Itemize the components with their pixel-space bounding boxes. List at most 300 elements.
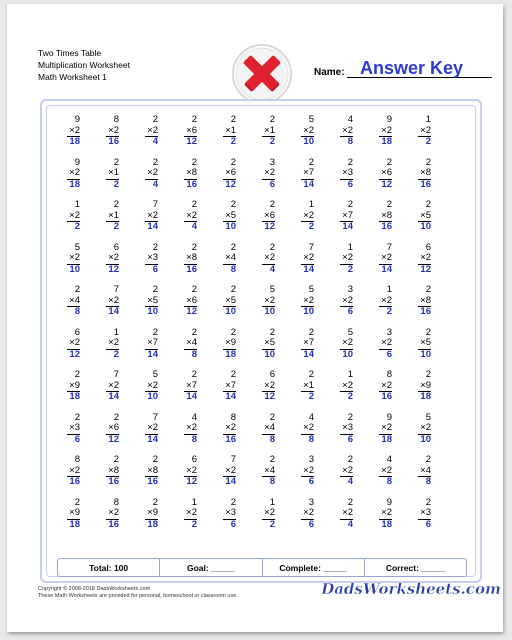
- problem-multiplicand: 5: [74, 241, 80, 253]
- problem-multiplicand: 2: [269, 454, 275, 465]
- problem-answer: 14: [225, 391, 236, 402]
- problem-multiplicand: 2: [230, 326, 236, 338]
- problem-multiplicand: 2: [113, 199, 119, 210]
- problem-answer: 12: [381, 178, 392, 190]
- problem-item: [287, 200, 326, 243]
- problem-multiplicand: 1: [347, 369, 353, 380]
- problem-answer: 8: [425, 476, 431, 487]
- title-line-3: Math Worksheet 1: [38, 72, 107, 82]
- problem-item: [326, 455, 365, 498]
- problem-multiplier: ×2: [147, 124, 158, 136]
- problem-multiplier: ×2: [69, 337, 80, 348]
- problem-multiplicand: 2: [152, 454, 158, 465]
- problem-multiplicand: 2: [113, 156, 119, 168]
- problem-multiplicand: 6: [74, 326, 80, 338]
- problem-multiplier: ×4: [420, 464, 431, 476]
- problem-item: [404, 243, 443, 286]
- problem-answer: 8: [269, 476, 275, 487]
- problem-multiplicand: 7: [386, 241, 392, 253]
- title-line-1: Two Times Table: [38, 48, 102, 58]
- problem-item: [92, 328, 131, 371]
- problem-answer: 2: [269, 518, 275, 530]
- problem-answer: 16: [381, 391, 392, 402]
- problem-multiplier: ×1: [108, 167, 119, 178]
- problem-item: [131, 243, 170, 286]
- problem-item: [365, 115, 404, 158]
- problem-answer: 2: [308, 391, 314, 402]
- problem-multiplicand: 7: [113, 369, 119, 380]
- problem-multiplier: ×4: [69, 294, 80, 306]
- name-field: [314, 58, 492, 80]
- problem-multiplier: ×2: [108, 337, 119, 348]
- problem-multiplier: ×2: [147, 167, 158, 178]
- problem-multiplier: ×5: [420, 209, 431, 221]
- problem-multiplier: ×2: [264, 379, 275, 391]
- problem-answer: 18: [69, 136, 80, 147]
- problem-item: [53, 370, 92, 413]
- problem-answer: 18: [69, 391, 80, 402]
- problem-multiplier: ×9: [69, 379, 80, 391]
- problem-multiplier: ×2: [303, 209, 314, 221]
- problem-multiplier: ×2: [147, 209, 158, 221]
- problem-multiplier: ×2: [420, 124, 431, 136]
- problem-item: [53, 328, 92, 371]
- problem-answer: 2: [269, 136, 275, 147]
- problem-item: [170, 370, 209, 413]
- problem-multiplicand: 9: [386, 114, 392, 125]
- problem-item: [365, 328, 404, 371]
- problem-item: [287, 455, 326, 498]
- problem-multiplier: ×9: [225, 337, 236, 348]
- problem-item: [209, 498, 248, 541]
- problem-item: [248, 285, 287, 328]
- problem-multiplier: ×2: [108, 124, 119, 136]
- problem-multiplicand: 5: [425, 411, 431, 423]
- problem-multiplicand: 9: [74, 156, 80, 168]
- problem-multiplier: ×9: [420, 379, 431, 391]
- problem-multiplicand: 4: [347, 114, 353, 125]
- problem-answer: 14: [342, 221, 353, 232]
- problem-multiplier: ×8: [420, 294, 431, 306]
- problem-answer: 8: [386, 476, 392, 487]
- problem-item: [365, 370, 404, 413]
- problem-answer: 6: [347, 178, 353, 190]
- problem-answer: 8: [308, 433, 314, 445]
- problem-multiplier: ×2: [381, 252, 392, 263]
- score-bar: [57, 558, 467, 577]
- problem-answer: 6: [347, 306, 353, 317]
- problem-multiplier: ×6: [186, 124, 197, 136]
- problem-multiplier: ×2: [420, 252, 431, 263]
- problem-multiplier: ×2: [108, 379, 119, 391]
- problem-multiplier: ×8: [186, 167, 197, 178]
- problem-item: [326, 285, 365, 328]
- problem-multiplicand: 2: [308, 369, 314, 380]
- problem-multiplicand: 5: [308, 114, 314, 125]
- problem-item: [92, 200, 131, 243]
- problem-multiplicand: 2: [152, 284, 158, 295]
- problem-item: [365, 498, 404, 541]
- problem-item: [365, 413, 404, 456]
- problem-item: [326, 200, 365, 243]
- problem-multiplier: ×2: [264, 167, 275, 178]
- problem-multiplicand: 1: [113, 326, 119, 338]
- problem-multiplicand: 2: [308, 326, 314, 338]
- problem-multiplier: ×2: [342, 464, 353, 476]
- problem-multiplicand: 2: [74, 411, 80, 423]
- problem-answer: 6: [74, 433, 80, 445]
- problem-multiplicand: 2: [425, 284, 431, 295]
- problem-multiplicand: 5: [152, 369, 158, 380]
- problem-multiplicand: 2: [425, 454, 431, 465]
- problem-answer: 10: [303, 306, 314, 317]
- problem-multiplier: ×6: [186, 294, 197, 306]
- problem-item: [404, 328, 443, 371]
- problem-multiplier: ×2: [303, 464, 314, 476]
- problem-item: [170, 200, 209, 243]
- problem-multiplier: ×7: [225, 379, 236, 391]
- problem-answer: 8: [269, 433, 275, 445]
- problem-multiplier: ×2: [147, 379, 158, 391]
- problem-multiplicand: 2: [74, 284, 80, 295]
- problem-item: [92, 370, 131, 413]
- problem-multiplicand: 2: [191, 369, 197, 380]
- problem-multiplier: ×2: [303, 507, 314, 518]
- problem-multiplicand: 2: [269, 411, 275, 423]
- problem-multiplier: ×8: [420, 167, 431, 178]
- problem-multiplicand: 2: [269, 114, 275, 125]
- name-label: Name:: [314, 67, 345, 78]
- problem-multiplicand: 3: [308, 496, 314, 508]
- problem-item: [131, 115, 170, 158]
- problem-multiplicand: 1: [425, 114, 431, 125]
- problems-grid: [42, 115, 483, 540]
- problem-answer: 14: [225, 476, 236, 487]
- problem-answer: 4: [152, 178, 158, 190]
- problem-multiplicand: 2: [191, 284, 197, 295]
- problem-item: [326, 370, 365, 413]
- problem-multiplicand: 1: [74, 199, 80, 210]
- problem-multiplier: ×5: [264, 337, 275, 348]
- problem-item: [248, 498, 287, 541]
- problem-item: [248, 158, 287, 201]
- problem-multiplier: ×5: [225, 294, 236, 306]
- problem-multiplicand: 8: [113, 114, 119, 125]
- problem-multiplicand: 2: [230, 369, 236, 380]
- dadsworksheets-logo: [321, 577, 501, 599]
- problem-multiplier: ×2: [264, 507, 275, 518]
- problem-multiplier: ×3: [342, 422, 353, 433]
- problem-answer: 4: [347, 476, 353, 487]
- problem-answer: 16: [381, 221, 392, 232]
- problem-multiplicand: 8: [230, 411, 236, 423]
- problem-answer: 16: [108, 136, 119, 147]
- problem-item: [365, 455, 404, 498]
- problem-item: [131, 455, 170, 498]
- problem-answer: 12: [69, 348, 80, 360]
- problem-multiplier: ×3: [342, 167, 353, 178]
- problem-answer: 18: [147, 518, 158, 530]
- problem-item: [287, 498, 326, 541]
- problem-answer: 16: [420, 178, 431, 190]
- problem-multiplier: ×7: [342, 209, 353, 221]
- problem-item: [53, 455, 92, 498]
- problem-item: [53, 158, 92, 201]
- problem-answer: 12: [186, 476, 197, 487]
- problem-item: [131, 158, 170, 201]
- problem-answer: 14: [147, 433, 158, 445]
- problem-multiplier: ×2: [381, 422, 392, 433]
- problem-answer: 2: [386, 306, 392, 317]
- problem-multiplier: ×2: [264, 252, 275, 263]
- footer-text: [38, 586, 238, 600]
- problem-answer: 10: [420, 433, 431, 445]
- problem-answer: 18: [69, 518, 80, 530]
- problem-multiplicand: 2: [425, 199, 431, 210]
- problem-multiplier: ×2: [69, 209, 80, 221]
- problem-multiplier: ×2: [186, 209, 197, 221]
- problem-answer: 6: [386, 348, 392, 360]
- problem-multiplicand: 8: [74, 454, 80, 465]
- problem-item: [404, 115, 443, 158]
- problem-answer: 10: [264, 306, 275, 317]
- problem-answer: 14: [108, 391, 119, 402]
- problem-answer: 18: [381, 136, 392, 147]
- problem-multiplicand: 2: [230, 114, 236, 125]
- problem-multiplicand: 2: [74, 369, 80, 380]
- problem-item: [170, 328, 209, 371]
- problem-item: [404, 413, 443, 456]
- problem-item: [365, 200, 404, 243]
- problem-answer: 8: [191, 348, 197, 360]
- problem-answer: 6: [308, 476, 314, 487]
- problem-multiplier: ×2: [186, 464, 197, 476]
- problem-item: [92, 285, 131, 328]
- problem-multiplicand: 2: [152, 114, 158, 125]
- problem-answer: 8: [191, 433, 197, 445]
- problem-item: [53, 115, 92, 158]
- problem-item: [209, 158, 248, 201]
- problem-item: [209, 285, 248, 328]
- problem-item: [170, 158, 209, 201]
- problem-multiplicand: 6: [269, 369, 275, 380]
- problem-answer: 2: [308, 221, 314, 232]
- problem-multiplier: ×1: [225, 124, 236, 136]
- problem-item: [131, 285, 170, 328]
- problem-multiplier: ×3: [420, 507, 431, 518]
- problem-multiplier: ×2: [342, 379, 353, 391]
- problem-multiplicand: 2: [386, 156, 392, 168]
- problem-multiplicand: 2: [347, 496, 353, 508]
- problem-answer: 10: [342, 348, 353, 360]
- problem-multiplier: ×3: [69, 422, 80, 433]
- problem-multiplier: ×2: [303, 252, 314, 263]
- problem-item: [326, 158, 365, 201]
- complete-cell: Complete: _____: [263, 559, 365, 576]
- problem-multiplicand: 3: [269, 156, 275, 168]
- problem-multiplicand: 2: [347, 199, 353, 210]
- problem-answer: 10: [303, 136, 314, 147]
- problems-panel: [40, 99, 482, 583]
- problem-item: [53, 498, 92, 541]
- problem-multiplier: ×6: [108, 422, 119, 433]
- problem-multiplier: ×2: [108, 294, 119, 306]
- problem-multiplicand: 7: [113, 284, 119, 295]
- problem-answer: 14: [381, 263, 392, 275]
- problem-multiplicand: 2: [425, 326, 431, 338]
- problem-multiplier: ×1: [108, 209, 119, 221]
- problem-answer: 10: [225, 221, 236, 232]
- problem-item: [53, 200, 92, 243]
- problem-multiplier: ×2: [381, 124, 392, 136]
- problem-item: [170, 455, 209, 498]
- problem-item: [248, 370, 287, 413]
- problem-multiplicand: 5: [347, 326, 353, 338]
- problem-multiplicand: 2: [308, 156, 314, 168]
- problem-multiplicand: 7: [152, 199, 158, 210]
- problem-multiplicand: 1: [269, 496, 275, 508]
- problem-multiplier: ×2: [342, 337, 353, 348]
- problem-item: [131, 200, 170, 243]
- problem-multiplicand: 2: [347, 156, 353, 168]
- problem-multiplicand: 9: [386, 411, 392, 423]
- problem-multiplier: ×6: [264, 209, 275, 221]
- problem-answer: 8: [74, 306, 80, 317]
- problem-answer: 12: [420, 263, 431, 275]
- problem-multiplicand: 2: [347, 454, 353, 465]
- problem-multiplier: ×9: [69, 507, 80, 518]
- problem-multiplier: ×4: [225, 252, 236, 263]
- problem-multiplier: ×8: [147, 464, 158, 476]
- problem-item: [248, 413, 287, 456]
- problem-multiplicand: 2: [386, 199, 392, 210]
- problem-item: [326, 328, 365, 371]
- problem-multiplier: ×4: [264, 464, 275, 476]
- problem-answer: 18: [69, 178, 80, 190]
- problem-item: [170, 115, 209, 158]
- problem-item: [53, 243, 92, 286]
- problem-multiplicand: 2: [152, 156, 158, 168]
- problem-item: [248, 200, 287, 243]
- problem-item: [326, 243, 365, 286]
- problem-multiplicand: 2: [230, 199, 236, 210]
- problem-answer: 18: [225, 348, 236, 360]
- problem-answer: 18: [381, 518, 392, 530]
- problem-answer: 6: [308, 518, 314, 530]
- problem-multiplicand: 2: [152, 496, 158, 508]
- problem-item: [326, 498, 365, 541]
- problem-item: [53, 413, 92, 456]
- problem-answer: 14: [108, 306, 119, 317]
- problem-answer: 12: [225, 178, 236, 190]
- problem-multiplicand: 6: [191, 454, 197, 465]
- problem-multiplier: ×2: [303, 422, 314, 433]
- problem-item: [404, 498, 443, 541]
- total-cell: Total: 100: [58, 559, 160, 576]
- problem-multiplier: ×2: [381, 464, 392, 476]
- problem-item: [131, 370, 170, 413]
- problem-item: [209, 413, 248, 456]
- problem-item: [131, 328, 170, 371]
- problem-multiplicand: 2: [425, 369, 431, 380]
- problem-multiplier: ×5: [147, 294, 158, 306]
- problem-item: [287, 285, 326, 328]
- problem-multiplicand: 2: [230, 241, 236, 253]
- problem-multiplier: ×7: [303, 167, 314, 178]
- problem-item: [209, 115, 248, 158]
- correct-cell: Correct: _____: [385, 562, 445, 573]
- problem-multiplicand: 2: [230, 284, 236, 295]
- problem-multiplier: ×2: [342, 124, 353, 136]
- problem-multiplier: ×2: [381, 379, 392, 391]
- problem-multiplicand: 4: [191, 411, 197, 423]
- problem-answer: 2: [425, 136, 431, 147]
- problem-multiplier: ×1: [303, 379, 314, 391]
- problem-answer: 2: [113, 221, 119, 232]
- problem-multiplier: ×2: [264, 294, 275, 306]
- problem-multiplicand: 2: [269, 241, 275, 253]
- worksheet-page: [7, 4, 503, 632]
- problem-multiplier: ×2: [108, 507, 119, 518]
- problem-multiplicand: 6: [425, 241, 431, 253]
- problem-item: [209, 328, 248, 371]
- problem-answer: 16: [108, 476, 119, 487]
- problem-multiplier: ×2: [69, 167, 80, 178]
- problem-item: [287, 243, 326, 286]
- problem-answer: 10: [69, 263, 80, 275]
- problem-multiplier: ×5: [420, 337, 431, 348]
- problem-answer: 2: [347, 263, 353, 275]
- problem-answer: 12: [108, 263, 119, 275]
- problem-multiplier: ×2: [381, 294, 392, 306]
- problem-answer: 4: [152, 136, 158, 147]
- goal-cell: Goal: _____: [160, 559, 262, 576]
- problem-answer: 16: [69, 476, 80, 487]
- problem-multiplier: ×2: [186, 422, 197, 433]
- problem-answer: 8: [230, 263, 236, 275]
- problem-multiplier: ×2: [342, 252, 353, 263]
- problem-item: [170, 413, 209, 456]
- problem-multiplicand: 2: [425, 496, 431, 508]
- logo-text: DadsWorksheets.com: [321, 580, 501, 598]
- problem-item: [287, 328, 326, 371]
- problem-item: [287, 370, 326, 413]
- problem-item: [287, 115, 326, 158]
- problem-multiplicand: 7: [308, 241, 314, 253]
- problem-answer: 2: [74, 221, 80, 232]
- problem-answer: 10: [264, 348, 275, 360]
- problem-answer: 2: [113, 178, 119, 190]
- problem-answer: 10: [225, 306, 236, 317]
- problem-multiplicand: 1: [386, 284, 392, 295]
- problem-item: [365, 158, 404, 201]
- problem-multiplier: ×1: [264, 124, 275, 136]
- problem-multiplier: ×2: [186, 507, 197, 518]
- problem-multiplier: ×6: [225, 167, 236, 178]
- problem-multiplier: ×8: [186, 252, 197, 263]
- problem-answer: 18: [381, 433, 392, 445]
- problem-multiplicand: 2: [425, 156, 431, 168]
- problem-answer: 4: [191, 221, 197, 232]
- problem-item: [404, 370, 443, 413]
- problem-item: [53, 285, 92, 328]
- problem-multiplicand: 8: [113, 496, 119, 508]
- problem-answer: 12: [264, 391, 275, 402]
- problem-multiplicand: 1: [347, 241, 353, 253]
- problem-multiplier: ×2: [342, 294, 353, 306]
- problem-answer: 2: [113, 348, 119, 360]
- problem-multiplier: ×2: [381, 337, 392, 348]
